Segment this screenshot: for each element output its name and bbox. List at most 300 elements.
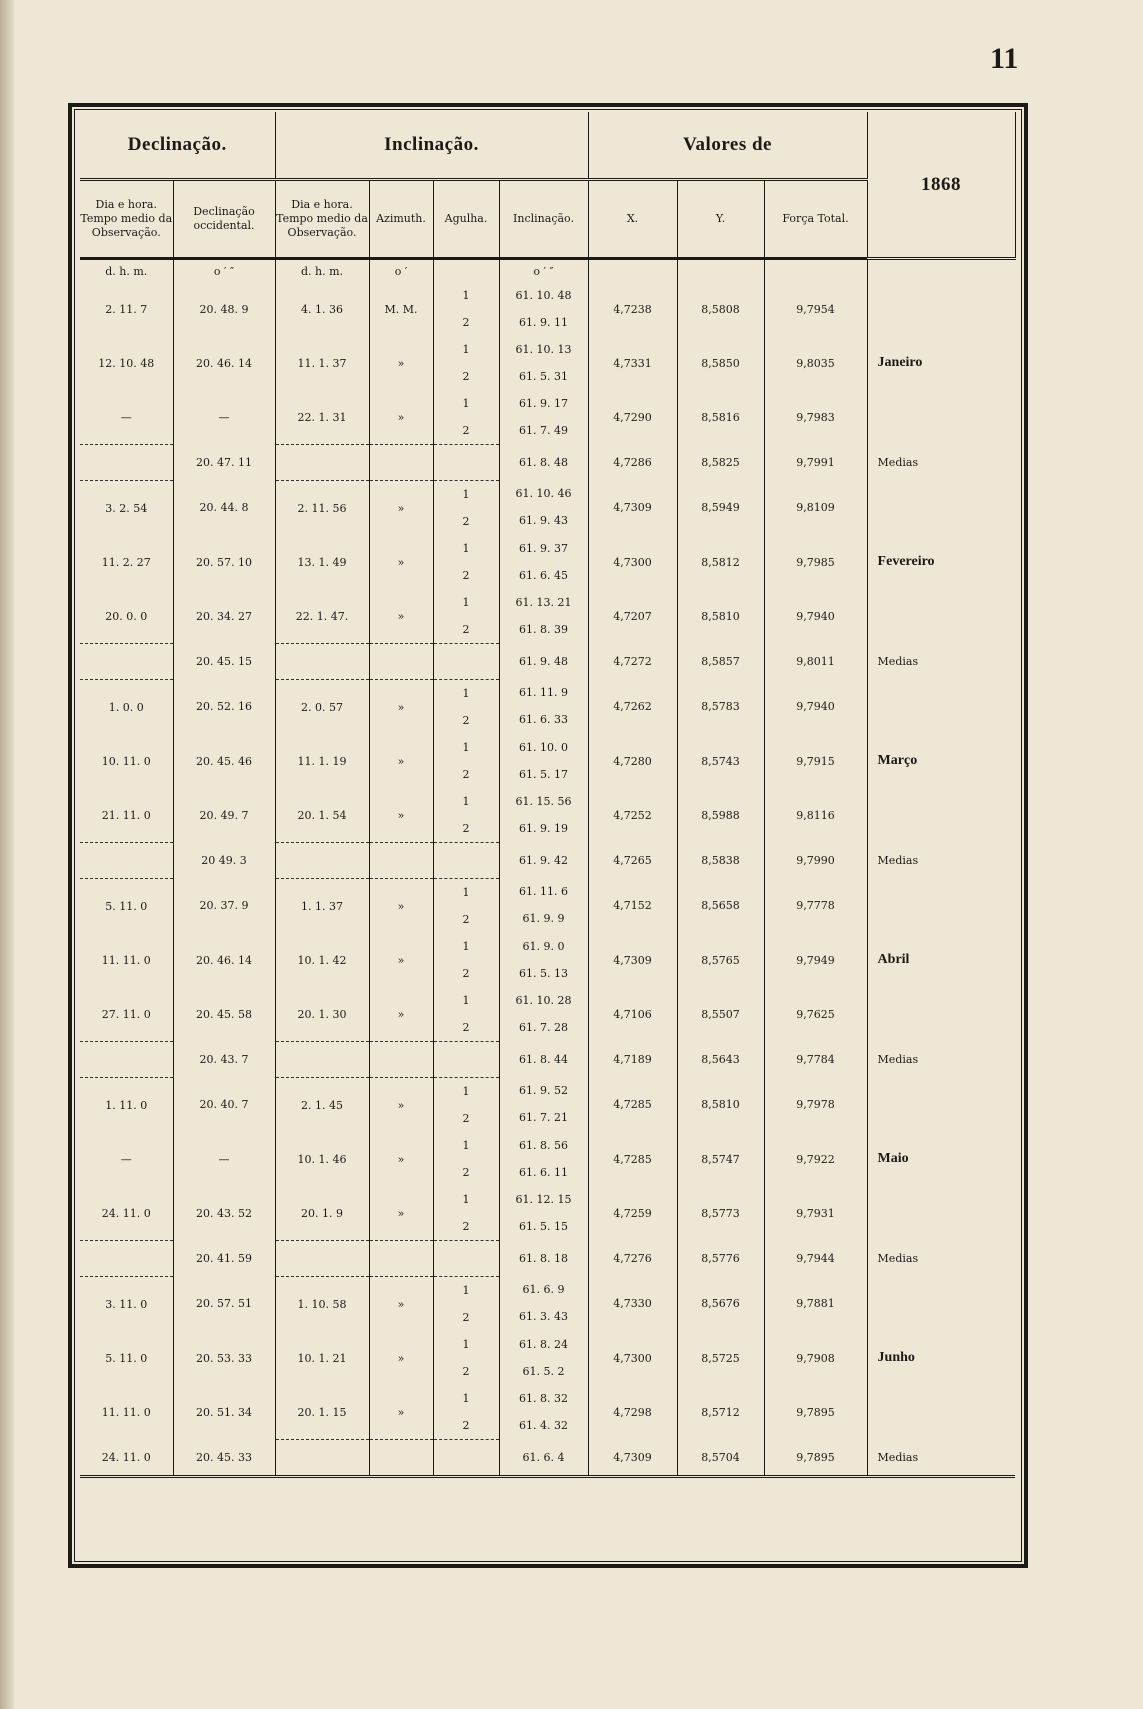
means-row xyxy=(80,1042,1015,1078)
cell-text: 8,5747 xyxy=(701,1152,740,1166)
cell-y xyxy=(677,282,764,336)
cell-text: 20. 34. 27 xyxy=(196,609,252,623)
cell-inclinacao xyxy=(499,734,588,788)
cell-y xyxy=(677,336,764,390)
cell-pair xyxy=(434,987,499,1041)
cell-text: 8,5676 xyxy=(701,1297,740,1311)
cell-agulha xyxy=(433,1186,499,1241)
col-azimuth: Azimuth. xyxy=(369,180,433,259)
cell-text: 9,8011 xyxy=(796,655,835,668)
cell-text: 4,7309 xyxy=(613,953,652,967)
cell-text: 4,7276 xyxy=(613,1252,652,1265)
header-year: 1868 xyxy=(867,112,1015,259)
cell-datetime-inc xyxy=(275,788,369,843)
cell-text: 61. 9. 42 xyxy=(519,854,568,867)
cell-agulha xyxy=(433,1440,499,1477)
cell-text: — xyxy=(120,410,132,424)
cell-text: 8,5825 xyxy=(701,456,740,469)
cell-azimuth xyxy=(369,535,433,589)
cell-text: 61. 6. 11 xyxy=(519,1165,568,1179)
cell-pair xyxy=(434,1331,499,1385)
cell-text: 20. 44. 8 xyxy=(199,501,249,515)
cell-text: 10. 1. 46 xyxy=(297,1152,347,1166)
cell-text: 1 xyxy=(462,740,470,754)
cell-y xyxy=(677,1241,764,1277)
cell-datetime-inc xyxy=(275,644,369,680)
cell-text: 4,7272 xyxy=(613,655,652,668)
cell-text: 2 xyxy=(462,622,470,636)
cell-text: » xyxy=(397,1152,405,1166)
cell-datetime xyxy=(80,481,173,536)
cell-pair xyxy=(434,788,499,842)
cell-text: 4,7152 xyxy=(613,899,652,913)
cell-text: » xyxy=(397,899,405,913)
cell-declinacao xyxy=(173,336,275,390)
cell-text: » xyxy=(397,1297,405,1311)
cell-azimuth xyxy=(369,1277,433,1332)
cell-text: 1. 1. 37 xyxy=(301,899,343,913)
cell-pair xyxy=(500,282,588,336)
cell-text: 2. 1. 45 xyxy=(301,1098,343,1112)
cell-text: » xyxy=(397,953,405,967)
cell-azimuth xyxy=(369,445,433,481)
cell-text: 8,5658 xyxy=(701,899,740,913)
cell-pair xyxy=(500,1331,588,1385)
cell-forca xyxy=(764,589,867,644)
cell-text: 2. 11. 7 xyxy=(105,302,148,316)
cell-inclinacao xyxy=(499,390,588,445)
cell-agulha xyxy=(433,788,499,843)
cell-datetime xyxy=(80,1385,173,1440)
means-row xyxy=(80,1241,1015,1277)
cell-text: 2 xyxy=(462,1418,470,1432)
cell-forca xyxy=(764,843,867,879)
cell-month xyxy=(867,1241,1015,1277)
cell-text: 9,8109 xyxy=(796,501,835,515)
cell-text: 61. 9. 9 xyxy=(522,912,565,926)
cell-inclinacao xyxy=(499,644,588,680)
cell-datetime-inc xyxy=(275,1241,369,1277)
cell-text: 4,7300 xyxy=(613,555,652,569)
cell-text: 61. 10. 28 xyxy=(515,993,572,1007)
cell-pair xyxy=(500,336,588,390)
cell-month xyxy=(867,336,1015,390)
cell-text: 61. 9. 19 xyxy=(519,821,568,835)
cell-text: 9,7990 xyxy=(796,854,835,867)
cell-x xyxy=(588,879,677,934)
cell-text: 20. 47. 11 xyxy=(196,456,252,469)
cell-text: 9,7908 xyxy=(796,1351,835,1365)
page-number: 11 xyxy=(990,42,1019,75)
cell-pair xyxy=(500,481,588,535)
cell-y xyxy=(677,390,764,445)
cell-text: 10. 1. 42 xyxy=(297,953,347,967)
col-dia-hora-dec: Dia e hora. Tempo medio da Observação. xyxy=(80,180,173,259)
cell-pair xyxy=(434,589,499,643)
cell-pair xyxy=(434,1186,499,1240)
cell-datetime xyxy=(80,734,173,788)
observation-row xyxy=(80,987,1015,1042)
cell-text: 3. 11. 0 xyxy=(105,1297,148,1311)
cell-forca xyxy=(764,1186,867,1241)
cell-y xyxy=(677,1042,764,1078)
cell-forca xyxy=(764,644,867,680)
cell-text: 20. 46. 14 xyxy=(196,953,252,967)
cell-text: 4,7207 xyxy=(613,609,652,623)
cell-y xyxy=(677,1331,764,1385)
unit-az: o ′ xyxy=(369,259,433,283)
cell-month xyxy=(867,734,1015,788)
cell-forca xyxy=(764,336,867,390)
cell-text: 61. 4. 32 xyxy=(519,1418,568,1432)
cell-month xyxy=(867,1042,1015,1078)
cell-month xyxy=(867,589,1015,644)
observations-table xyxy=(80,112,1016,1488)
cell-agulha xyxy=(433,1042,499,1078)
cell-text: 20. 49. 7 xyxy=(199,808,249,822)
cell-forca xyxy=(764,1331,867,1385)
cell-pair xyxy=(434,933,499,987)
col-y: Y. xyxy=(677,180,764,259)
cell-x xyxy=(588,788,677,843)
cell-text: 4,7286 xyxy=(613,456,652,469)
cell-declinacao xyxy=(173,1186,275,1241)
cell-datetime-inc xyxy=(275,734,369,788)
cell-text: » xyxy=(397,410,405,424)
cell-declinacao xyxy=(173,1078,275,1133)
cell-azimuth xyxy=(369,680,433,735)
cell-pair xyxy=(434,1277,499,1331)
cell-pair xyxy=(500,535,588,589)
cell-inclinacao xyxy=(499,1132,588,1186)
cell-datetime xyxy=(80,589,173,644)
cell-azimuth xyxy=(369,987,433,1042)
unit-ag xyxy=(433,259,499,283)
cell-inclinacao xyxy=(499,1186,588,1241)
cell-month xyxy=(867,1385,1015,1440)
cell-forca xyxy=(764,481,867,536)
cell-x xyxy=(588,390,677,445)
cell-pair xyxy=(434,282,499,336)
cell-text: 1 xyxy=(462,1192,470,1206)
cell-datetime xyxy=(80,1241,173,1277)
cell-text: 61. 11. 9 xyxy=(519,686,568,700)
cell-text: 61. 8. 24 xyxy=(519,1337,568,1351)
unit-dt1: d. h. m. xyxy=(80,259,173,283)
cell-y xyxy=(677,1277,764,1332)
cell-declinacao xyxy=(173,390,275,445)
cell-pair xyxy=(434,680,499,734)
cell-text: 12. 10. 48 xyxy=(98,356,155,370)
cell-inclinacao xyxy=(499,589,588,644)
cell-agulha xyxy=(433,1385,499,1440)
cell-pair xyxy=(500,933,588,987)
cell-text: Medias xyxy=(877,456,919,469)
cell-y xyxy=(677,481,764,536)
observation-row xyxy=(80,1277,1015,1332)
cell-text: 1. 0. 0 xyxy=(108,700,144,714)
cell-text: 20. 45. 46 xyxy=(196,754,252,768)
cell-declinacao xyxy=(173,282,275,336)
cell-text: 8,5810 xyxy=(701,609,740,623)
unit-inc: o ′ ″ xyxy=(499,259,588,283)
cell-datetime-inc xyxy=(275,1132,369,1186)
cell-text: 9,7895 xyxy=(796,1450,835,1464)
cell-text: 1 xyxy=(462,1283,470,1297)
cell-azimuth xyxy=(369,1440,433,1477)
cell-text: 9,7915 xyxy=(796,754,835,768)
cell-pair xyxy=(500,788,588,842)
cell-forca xyxy=(764,680,867,735)
header-declinacao: Declinação. xyxy=(80,112,275,180)
cell-month xyxy=(867,933,1015,987)
unit-x xyxy=(588,259,677,283)
cell-pair xyxy=(434,1132,499,1186)
cell-text: 8,5704 xyxy=(701,1450,740,1464)
cell-month xyxy=(867,1186,1015,1241)
header-valores: Valores de xyxy=(588,112,867,180)
cell-month xyxy=(867,1078,1015,1133)
cell-datetime xyxy=(80,843,173,879)
cell-text: 61. 10. 46 xyxy=(515,487,572,501)
cell-azimuth xyxy=(369,1385,433,1440)
unit-month xyxy=(867,259,1015,283)
cell-text: 5. 11. 0 xyxy=(105,899,148,913)
cell-text: 9,7940 xyxy=(796,700,835,714)
cell-datetime xyxy=(80,1132,173,1186)
cell-text: 27. 11. 0 xyxy=(101,1007,151,1021)
cell-pair xyxy=(434,481,499,535)
col-agulha: Agulha. xyxy=(433,180,499,259)
cell-text: 2 xyxy=(462,821,470,835)
cell-text: 13. 1. 49 xyxy=(297,555,347,569)
cell-datetime xyxy=(80,987,173,1042)
cell-agulha xyxy=(433,445,499,481)
cell-y xyxy=(677,1440,764,1477)
cell-azimuth xyxy=(369,1078,433,1133)
cell-y xyxy=(677,788,764,843)
col-declinacao-occ: Declinação occidental. xyxy=(173,180,275,259)
cell-month xyxy=(867,1331,1015,1385)
cell-datetime-inc xyxy=(275,282,369,336)
cell-text: — xyxy=(120,1152,132,1166)
cell-x xyxy=(588,589,677,644)
cell-text: 9,7778 xyxy=(796,899,835,913)
unit-dt2: d. h. m. xyxy=(275,259,369,283)
cell-text: 4,7265 xyxy=(613,854,652,867)
cell-text: 61. 8. 44 xyxy=(519,1053,568,1066)
cell-azimuth xyxy=(369,1042,433,1078)
cell-x xyxy=(588,1440,677,1477)
cell-text: 11. 1. 37 xyxy=(297,356,347,370)
cell-declinacao xyxy=(173,445,275,481)
cell-text: » xyxy=(397,1206,405,1220)
cell-text: 8,5810 xyxy=(701,1098,740,1112)
cell-pair xyxy=(500,589,588,643)
cell-y xyxy=(677,1186,764,1241)
unit-f xyxy=(764,259,867,283)
cell-text: 61. 8. 48 xyxy=(519,456,568,469)
cell-azimuth xyxy=(369,644,433,680)
cell-text: Janeiro xyxy=(877,355,923,370)
cell-declinacao xyxy=(173,1241,275,1277)
cell-text: 11. 11. 0 xyxy=(101,1405,151,1419)
cell-text: » xyxy=(397,609,405,623)
cell-text: 20. 1. 54 xyxy=(297,808,347,822)
cell-text: 1. 10. 58 xyxy=(297,1297,347,1311)
cell-pair xyxy=(434,734,499,788)
cell-text: 9,7991 xyxy=(796,456,835,469)
cell-text: 9,7940 xyxy=(796,609,835,623)
cell-datetime-inc xyxy=(275,445,369,481)
cell-text: Medias xyxy=(877,854,919,867)
cell-datetime-inc xyxy=(275,535,369,589)
cell-text: 11. 1. 19 xyxy=(297,754,347,768)
cell-azimuth xyxy=(369,879,433,934)
observation-row xyxy=(80,734,1015,788)
cell-datetime-inc xyxy=(275,1042,369,1078)
cell-pair xyxy=(500,1078,588,1132)
cell-agulha xyxy=(433,535,499,589)
cell-text: 1 xyxy=(462,288,470,302)
cell-agulha xyxy=(433,933,499,987)
cell-forca xyxy=(764,1132,867,1186)
cell-text: 8,5816 xyxy=(701,410,740,424)
cell-inclinacao xyxy=(499,1385,588,1440)
cell-text: 8,5783 xyxy=(701,700,740,714)
cell-text: 2 xyxy=(462,1364,470,1378)
cell-datetime xyxy=(80,535,173,589)
cell-y xyxy=(677,1132,764,1186)
cell-text: 8,5507 xyxy=(701,1007,740,1021)
cell-datetime xyxy=(80,1277,173,1332)
cell-forca xyxy=(764,987,867,1042)
cell-inclinacao xyxy=(499,282,588,336)
cell-text: 1 xyxy=(462,686,470,700)
cell-text: 61. 9. 17 xyxy=(519,396,568,410)
cell-text: » xyxy=(397,700,405,714)
cell-text: 61. 9. 48 xyxy=(519,655,568,668)
cell-inclinacao xyxy=(499,843,588,879)
cell-datetime-inc xyxy=(275,1440,369,1477)
cell-azimuth xyxy=(369,336,433,390)
cell-datetime-inc xyxy=(275,390,369,445)
cell-text: 61. 7. 49 xyxy=(519,423,568,437)
cell-inclinacao xyxy=(499,1440,588,1477)
cell-forca xyxy=(764,1241,867,1277)
cell-inclinacao xyxy=(499,987,588,1042)
cell-text: 1 xyxy=(462,1391,470,1405)
cell-text: 61. 10. 13 xyxy=(515,342,572,356)
cell-text: 21. 11. 0 xyxy=(101,808,151,822)
cell-text: 2 xyxy=(462,1020,470,1034)
cell-x xyxy=(588,481,677,536)
cell-y xyxy=(677,445,764,481)
cell-month xyxy=(867,680,1015,735)
cell-agulha xyxy=(433,843,499,879)
observation-row xyxy=(80,589,1015,644)
cell-azimuth xyxy=(369,1241,433,1277)
cell-datetime-inc xyxy=(275,1186,369,1241)
cell-text: » xyxy=(397,1007,405,1021)
cell-datetime xyxy=(80,1440,173,1477)
cell-azimuth xyxy=(369,481,433,536)
cell-agulha xyxy=(433,1078,499,1133)
cell-text: 2 xyxy=(462,713,470,727)
cell-text: 8,5850 xyxy=(701,356,740,370)
cell-text: 4,7285 xyxy=(613,1098,652,1112)
cell-text: 61. 5. 31 xyxy=(519,369,568,383)
cell-datetime xyxy=(80,1078,173,1133)
cell-datetime xyxy=(80,879,173,934)
cell-azimuth xyxy=(369,589,433,644)
cell-month xyxy=(867,843,1015,879)
cell-text: 8,5988 xyxy=(701,808,740,822)
cell-declinacao xyxy=(173,1277,275,1332)
cell-x xyxy=(588,282,677,336)
cell-declinacao xyxy=(173,987,275,1042)
cell-text: 20. 57. 51 xyxy=(196,1297,252,1311)
cell-datetime-inc xyxy=(275,933,369,987)
cell-text: 2 xyxy=(462,369,470,383)
cell-text: 8,5838 xyxy=(701,854,740,867)
cell-text: 9,8116 xyxy=(796,808,835,822)
cell-x xyxy=(588,933,677,987)
cell-text: 11. 2. 27 xyxy=(101,555,151,569)
cell-x xyxy=(588,1042,677,1078)
cell-agulha xyxy=(433,1277,499,1332)
cell-text: 4,7309 xyxy=(613,1450,652,1464)
cell-azimuth xyxy=(369,1331,433,1385)
cell-agulha xyxy=(433,734,499,788)
cell-forca xyxy=(764,1385,867,1440)
cell-pair xyxy=(500,680,588,734)
cell-text: 20. 37. 9 xyxy=(199,899,249,913)
cell-text: 20. 45. 33 xyxy=(196,1450,252,1464)
cell-forca xyxy=(764,282,867,336)
cell-text: 4,7330 xyxy=(613,1297,652,1311)
cell-text: 4,7252 xyxy=(613,808,652,822)
cell-text: 20. 48. 9 xyxy=(199,302,249,316)
page-edge xyxy=(0,0,14,1709)
cell-datetime xyxy=(80,445,173,481)
cell-text: 2 xyxy=(462,568,470,582)
cell-text: 4. 1. 36 xyxy=(301,302,343,316)
cell-x xyxy=(588,336,677,390)
cell-text: 4,7259 xyxy=(613,1206,652,1220)
cell-text: 20. 43. 7 xyxy=(199,1053,249,1066)
cell-declinacao xyxy=(173,481,275,536)
cell-datetime xyxy=(80,788,173,843)
cell-forca xyxy=(764,535,867,589)
observation-row xyxy=(80,1078,1015,1133)
cell-inclinacao xyxy=(499,481,588,536)
cell-text: 8,5808 xyxy=(701,302,740,316)
cell-inclinacao xyxy=(499,535,588,589)
cell-text: 4,7309 xyxy=(613,501,652,515)
cell-y xyxy=(677,535,764,589)
cell-datetime xyxy=(80,390,173,445)
cell-agulha xyxy=(433,680,499,735)
cell-datetime xyxy=(80,336,173,390)
cell-y xyxy=(677,879,764,934)
cell-text: Medias xyxy=(877,1450,919,1464)
cell-agulha xyxy=(433,589,499,644)
cell-agulha xyxy=(433,336,499,390)
cell-declinacao xyxy=(173,644,275,680)
cell-text: 2 xyxy=(462,315,470,329)
cell-x xyxy=(588,1241,677,1277)
